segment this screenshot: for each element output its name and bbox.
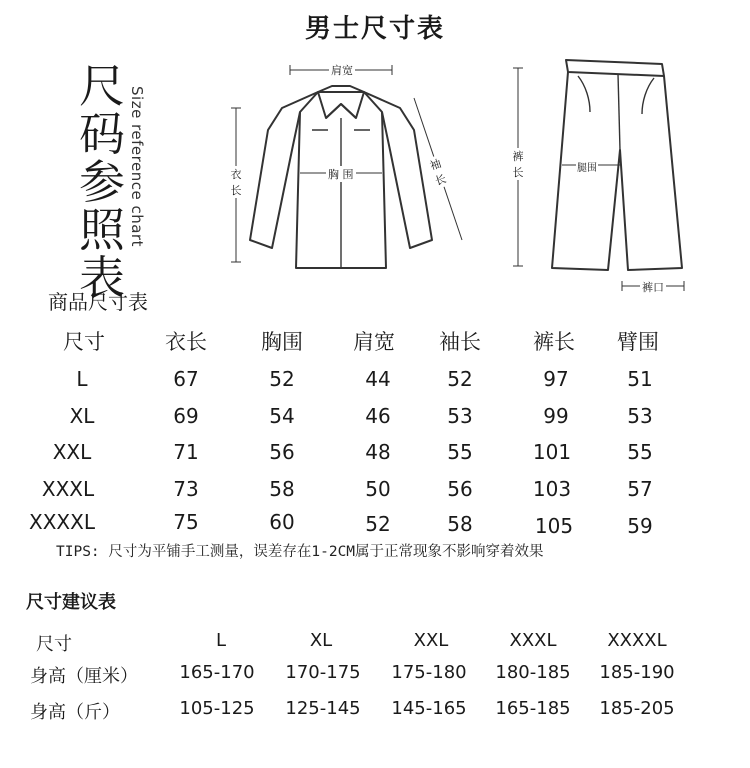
cell-size: XL (69, 404, 95, 428)
chest-label: 胸 围 (328, 168, 354, 181)
suggest-table-caption: 尺寸建议表 (26, 592, 116, 613)
pants-length-label: 裤 长 (508, 148, 528, 180)
header-size: 尺寸 (63, 330, 105, 354)
cell-size: XXL (413, 630, 449, 651)
cell-pants-length: 103 (532, 477, 572, 501)
size-ref-char: 照 (79, 203, 125, 257)
product-table-caption: 商品尺寸表 (48, 290, 148, 314)
cell-height-cm: 175-180 (391, 662, 467, 683)
cell-arm: 57 (627, 477, 653, 501)
cell-weight-jin: 165-185 (495, 698, 571, 719)
cell-sleeve: 55 (447, 440, 473, 464)
cell-sleeve: 53 (447, 404, 473, 428)
cell-weight-jin: 185-205 (599, 698, 675, 719)
header-arm: 臂围 (617, 330, 659, 354)
header-shoulder: 肩宽 (353, 330, 395, 354)
size-ref-char: 表 (79, 251, 125, 305)
shoulder-label: 肩宽 (331, 64, 353, 77)
cell-arm: 59 (627, 514, 653, 538)
cell-length: 71 (173, 440, 199, 464)
cell-sleeve: 58 (447, 512, 473, 536)
cell-weight-jin: 125-145 (285, 698, 361, 719)
cell-size: XXXL (41, 477, 95, 501)
cell-height-cm: 165-170 (179, 662, 255, 683)
cell-sleeve: 56 (447, 477, 473, 501)
size-ref-char: 码 (79, 107, 125, 161)
cell-shoulder: 48 (365, 440, 391, 464)
size-ref-char: 尺 (79, 59, 125, 113)
cell-size: XXL (52, 440, 92, 464)
thigh-label: 腿围 (576, 159, 598, 174)
cell-size: L (76, 367, 88, 391)
cell-pants-length: 97 (543, 367, 569, 391)
cell-weight-jin: 105-125 (179, 698, 255, 719)
cell-arm: 51 (627, 367, 653, 391)
cell-height-cm: 170-175 (285, 662, 361, 683)
cell-chest: 54 (269, 404, 295, 428)
cell-arm: 53 (627, 404, 653, 428)
size-reference-english: Size reference chart (128, 86, 146, 247)
cell-size: XXXXL (29, 510, 95, 534)
header-pants-length: 裤长 (533, 330, 575, 354)
cell-length: 75 (173, 510, 199, 534)
row-label: 身高（厘米） (30, 666, 138, 687)
cell-size: L (215, 630, 227, 651)
header-sleeve: 袖长 (439, 330, 481, 354)
cell-pants-length: 101 (532, 440, 572, 464)
cell-length: 69 (173, 404, 199, 428)
cell-height-cm: 185-190 (599, 662, 675, 683)
cell-shoulder: 52 (365, 512, 391, 536)
cell-length: 73 (173, 477, 199, 501)
cell-size: XXXL (509, 630, 557, 651)
cell-pants-length: 99 (543, 404, 569, 428)
hem-label: 裤口 (642, 281, 664, 294)
cell-weight-jin: 145-165 (391, 698, 467, 719)
cell-chest: 58 (269, 477, 295, 501)
cell-chest: 60 (269, 510, 295, 534)
cell-arm: 55 (627, 440, 653, 464)
cell-pants-length: 105 (534, 514, 574, 538)
cell-height-cm: 180-185 (495, 662, 571, 683)
cell-chest: 56 (269, 440, 295, 464)
size-ref-char: 参 (79, 155, 125, 209)
cell-shoulder: 46 (365, 404, 391, 428)
cell-chest: 52 (269, 367, 295, 391)
sleeve-label: 袖 长 (426, 155, 449, 190)
row-label: 身高（斤） (30, 702, 120, 723)
cell-size: XXXXL (607, 630, 667, 651)
cell-shoulder: 44 (365, 367, 391, 391)
cell-sleeve: 52 (447, 367, 473, 391)
cell-shoulder: 50 (365, 477, 391, 501)
tips-note: TIPS: 尺寸为平铺手工测量，误差存在1-2CM属于正常现象不影响穿着效果 (56, 544, 544, 560)
page-title: 男士尺寸表 (304, 14, 445, 44)
header-length: 衣长 (165, 330, 207, 354)
jacket-length-label: 衣 长 (226, 166, 246, 198)
cell-length: 67 (173, 367, 199, 391)
cell-size: XL (309, 630, 333, 651)
header-chest: 胸围 (261, 330, 303, 354)
row-label: 尺寸 (36, 634, 72, 655)
